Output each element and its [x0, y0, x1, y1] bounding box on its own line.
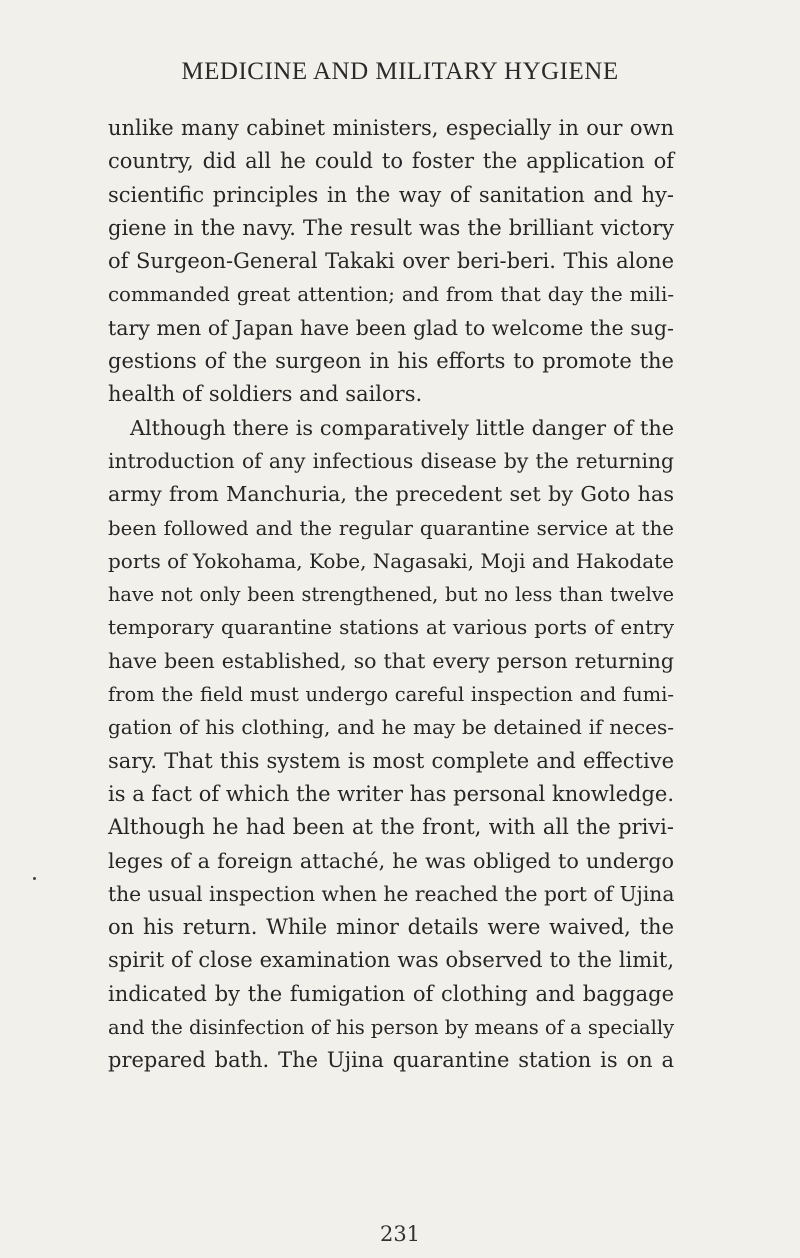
text-line: been followed and the regular quarantine service at the [108, 516, 674, 540]
text-line: leges of a foreign attaché, he was obliged to undergo [108, 848, 674, 873]
text-line: prepared bath. The Ujina quarantine station is on a [108, 1048, 674, 1073]
body-text [108, 112, 674, 1078]
text-line: gation of his clothing, and he may be detained if neces- [108, 715, 674, 740]
text-line: from the field must undergo careful inspection and fumi- [108, 683, 674, 707]
text-line: on his return. While minor details were waived, the [108, 915, 674, 940]
text-line: Although there is comparatively little danger of the [130, 415, 674, 440]
text-line: country, did all he could to foster the application of [108, 149, 674, 174]
text-line: have been established, so that every person returning [108, 648, 674, 673]
text-line: scientific principles in the way of sanitation and hy- [108, 182, 674, 207]
text-line: and the disinfection of his person by means of a specially [108, 1016, 675, 1040]
text-line: spirit of close examination was observed to the limit, [108, 948, 674, 973]
text-line: ports of Yokohama, Kobe, Nagasaki, Moji and Hakodate [108, 548, 674, 573]
text-line: health of soldiers and sailors. [108, 382, 423, 407]
running-head: MEDICINE AND MILITARY HYGIENE [181, 58, 619, 85]
text-line: gestions of the surgeon in his efforts to promote the [108, 349, 674, 374]
text-line: temporary quarantine stations at various ports of entry [108, 615, 674, 640]
text-line: tary men of Japan have been glad to welcome the sug- [108, 315, 674, 340]
text-line: of Surgeon-General Takaki over beri-beri. This alone [108, 249, 674, 274]
text-line: indicated by the fumigation of clothing and baggage [108, 981, 674, 1006]
text-line: army from Manchuria, the precedent set by Goto has [108, 482, 674, 507]
text-line: introduction of any infectious disease by the returning [108, 448, 674, 473]
text-line: commanded great attention; and from that day the mili- [108, 283, 674, 307]
page-number: 231 [379, 1222, 421, 1246]
text-line: Although he had been at the front, with all the privi- [108, 815, 674, 840]
text-line: is a fact of which the writer has personal knowledge. [108, 781, 674, 806]
paper-speck [33, 877, 36, 880]
text-line: giene in the navy. The result was the brilliant victory [108, 215, 674, 240]
text-line: the usual inspection when he reached the port of Ujina [108, 881, 675, 906]
text-line: have not only been strengthened, but no less than twelve [108, 583, 674, 607]
text-line: unlike many cabinet ministers, especially in our own [108, 116, 674, 140]
text-line: sary. That this system is most complete and effective [108, 748, 674, 773]
